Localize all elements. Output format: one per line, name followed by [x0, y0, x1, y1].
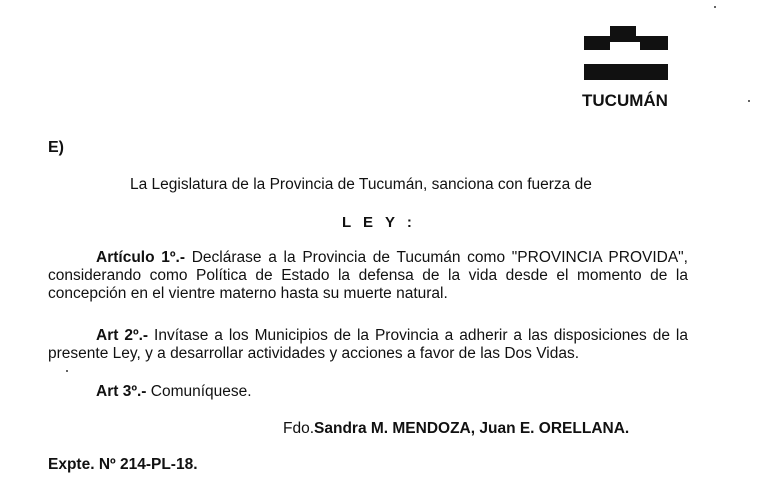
signature-prefix: Fdo. [283, 420, 315, 437]
logo-text: TUCUMÁN [582, 91, 668, 110]
article-1-line-2: considerando como Política de Estado la defensa de la vida desde el momento de la [48, 267, 688, 284]
section-letter: E) [48, 139, 64, 156]
article-2-line-2: presente Ley, y a desarrollar actividades y acciones a favor de las Dos Vidas. [48, 345, 580, 362]
signature-line [283, 420, 629, 438]
tucuman-logo [582, 24, 670, 114]
article-1-line-1 [48, 249, 688, 267]
article-2-line-1 [48, 327, 688, 345]
article-2-text-1: Invítase a los Municipios de la Provincia a adherir a las disposiciones de la [154, 327, 688, 344]
article-2 [48, 327, 688, 363]
article-1-label: Artículo 1º.- [96, 249, 186, 266]
article-3-label: Art 3º.- [96, 383, 147, 400]
tucuman-emblem-icon [582, 24, 670, 88]
article-1 [48, 249, 688, 303]
intro-text: La Legislatura de la Provincia de Tucumán, sanciona con fuerza de [130, 176, 592, 193]
article-1-line-3: concepción en el vientre materno hasta su muerte natural. [48, 285, 448, 302]
scan-speck [748, 100, 750, 102]
scan-speck [714, 6, 716, 8]
signature-names: Sandra M. MENDOZA, Juan E. ORELLANA. [314, 420, 630, 437]
article-3 [96, 383, 252, 401]
article-1-text-1: Declárase a la Provincia de Tucumán como "PROVINCIA PROVIDA", [191, 249, 688, 266]
scan-speck [66, 370, 68, 372]
law-title: L E Y : [342, 214, 416, 231]
file-number: Expte. Nº 214-PL-18. [48, 456, 198, 473]
article-3-text: Comuníquese. [150, 383, 252, 400]
article-2-label: Art 2º.- [96, 327, 149, 344]
